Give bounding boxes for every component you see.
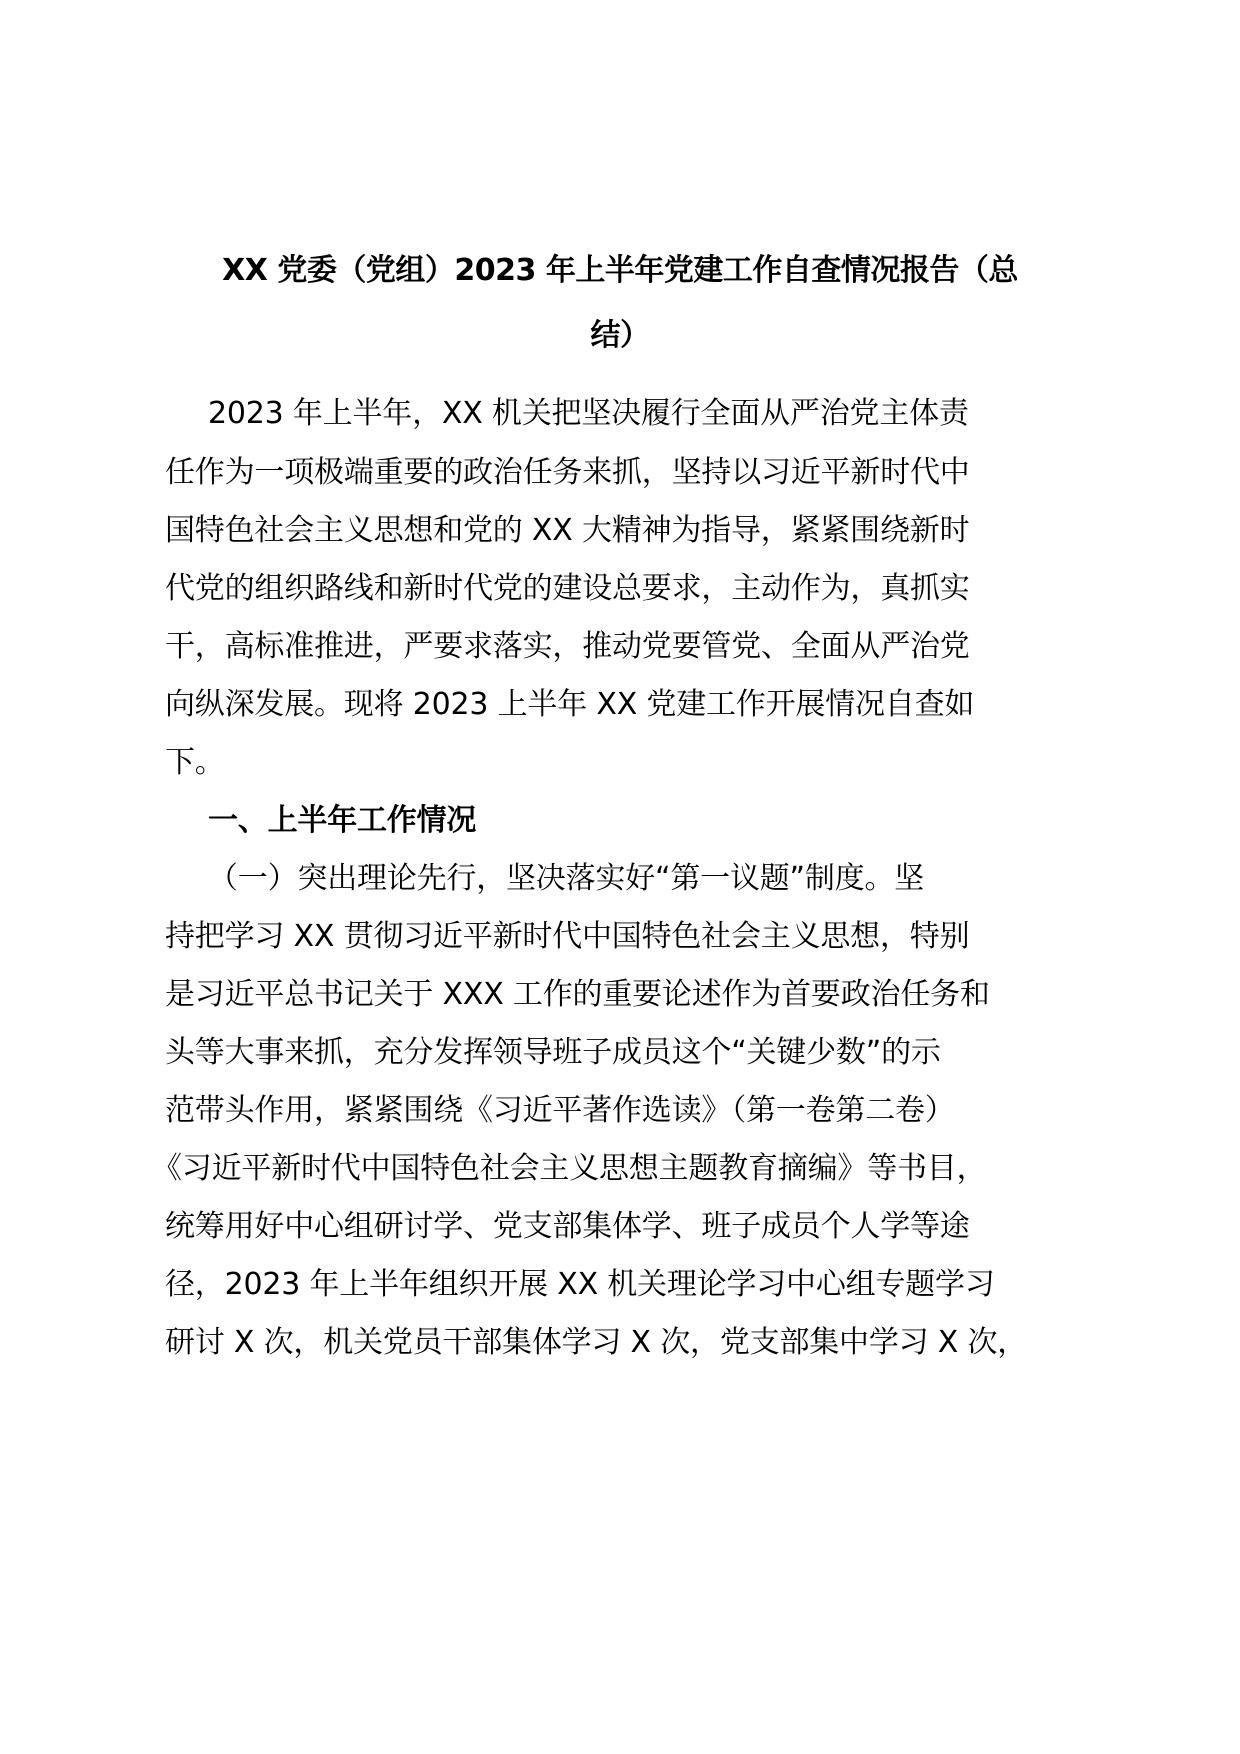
paragraph-line: 头等大事来抓，充分发挥领导班子成员这个“关键少数”的示 [165, 1035, 941, 1070]
paragraph-line: 代党的组织路线和新时代党的建设总要求，主动作为，真抓实 [165, 571, 970, 606]
document-title [160, 238, 1080, 368]
paragraph-line: 向纵深发展。现将 2023 上半年 XX 党建工作开展情况自查如 [165, 687, 975, 722]
title-line-2: 结） [590, 318, 650, 353]
title-line-1: XX 党委（党组）2023 年上半年党建工作自查情况报告（总 [222, 253, 1018, 288]
paragraph-line: 范带头作用，紧紧围绕《习近平著作选读》（第一卷第二卷） [165, 1093, 955, 1128]
paragraph-line: 《习近平新时代中国特色社会主义思想主题教育摘编》等书目， [152, 1151, 987, 1186]
paragraph-line: （一）突出理论先行，坚决落实好“第一议题”制度。坚 [208, 861, 925, 896]
paragraph-line: 2023 年上半年，XX 机关把坚决履行全面从严治党主体责 [208, 396, 969, 431]
paragraph-line: 是习近平总书记关于 XXX 工作的重要论述作为首要政治任务和 [165, 977, 990, 1012]
paragraph-line: 下。 [165, 745, 225, 780]
paragraph-line: 干，高标准推进，严要求落实，推动党要管党、全面从严治党 [165, 629, 970, 664]
paragraph-line: 研讨 X 次，机关党员干部集体学习 X 次，党支部集中学习 X 次， [165, 1325, 1028, 1360]
paragraph-line: 任作为一项极端重要的政治任务来抓，坚持以习近平新时代中 [165, 455, 970, 490]
paragraph-line: 持把学习 XX 贯彻习近平新时代中国特色社会主义思想，特别 [165, 919, 970, 954]
paragraph-line: 国特色社会主义思想和党的 XX 大精神为指导，紧紧围绕新时 [165, 513, 970, 548]
paragraph-line: 径，2023 年上半年组织开展 XX 机关理论学习中心组专题学习 [165, 1267, 995, 1302]
paragraph-line: 统筹用好中心组研讨学、党支部集体学、班子成员个人学等途 [165, 1209, 970, 1244]
section-heading: 一、上半年工作情况 [208, 803, 477, 838]
